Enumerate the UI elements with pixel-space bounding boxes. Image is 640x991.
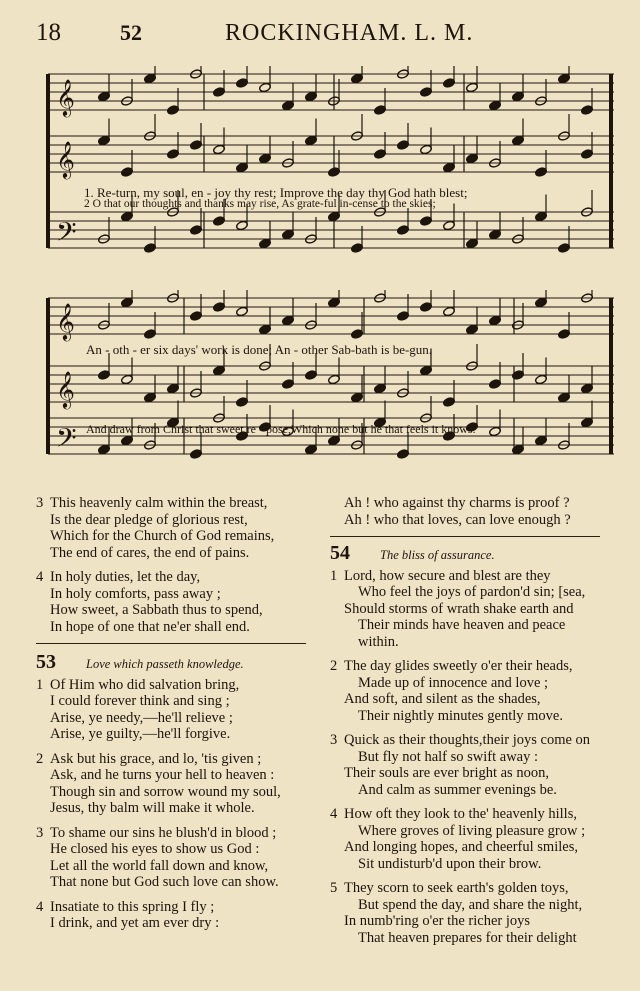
hymn-54-number: 54 bbox=[330, 542, 350, 564]
stanza-54-2: 2 The day glides sweetly o'er their heads, Made up of innocence and love ; And soft, and silent as the shades, Their nightly minutes gently move. bbox=[330, 658, 573, 724]
svg-text:𝄢: 𝄢 bbox=[56, 216, 77, 254]
stanza-53-1: 1 Of Him who did salvation bring, I could forever think and sing ; Arise, ye needy,—he'll relieve ; Arise, ye guilty,—he'll forgive. bbox=[36, 676, 240, 742]
lyric-line-3: An - oth - er six days' work is done; An - other Sab-bath is be-gun. bbox=[86, 342, 433, 357]
divider-right bbox=[330, 536, 600, 537]
stanza-53-4-continued: Ah ! who against thy charms is proof ? Ah ! who that loves, can love enough ? bbox=[344, 495, 571, 528]
stanza-53-2: 2 Ask but his grace, and lo, 'tis given ; Ask, and he turns your hell to heaven : Though sin and sorrow wound my soul, Jesus, thy balm will make it whole. bbox=[36, 750, 281, 816]
lyric-line-1: 1. Re-turn, my soul, en - joy thy rest; Improve the day thy God hath blest; bbox=[84, 185, 468, 200]
left-column bbox=[36, 495, 336, 940]
stanza-52-4: 4 In holy duties, let the day, In holy comforts, pass away ; How sweet, a Sabbath thus to spend, In hope of one that ne'er shall end. bbox=[36, 569, 263, 635]
page-number: 18 bbox=[36, 19, 61, 46]
right-column bbox=[330, 495, 620, 954]
hymn-53-subtitle: Love which passeth knowledge. bbox=[86, 657, 244, 671]
stanza-54-3: 3 Quick as their thoughts,their joys come on But fly not half so swift away : Their souls are ever bright as noon, And calm as summer evenings be. bbox=[330, 732, 591, 798]
stanza-54-1: 1 Lord, how secure and blest are they Who feel the joys of pardon'd sin; [sea, Should storms of wrath shake earth and Their minds have heaven and peace within. bbox=[330, 567, 586, 650]
tune-title: ROCKINGHAM. L. M. bbox=[225, 20, 474, 46]
music-system-2 bbox=[34, 290, 618, 468]
stanza-54-4: 4 How oft they look to the' heavenly hills, Where groves of living pleasure grow ; And longing hopes, and cheerful smiles, Sit undisturb'd upon their brow. bbox=[330, 806, 586, 872]
svg-text:𝄞: 𝄞 bbox=[56, 78, 75, 116]
tune-number: 52 bbox=[120, 20, 142, 45]
stanza-53-4: 4 Insatiate to this spring I fly ; I drink, and yet am ever dry : bbox=[36, 898, 220, 931]
divider bbox=[36, 643, 306, 644]
stanza-54-5: 5 They scorn to seek earth's golden toys, But spend the day, and share the night, In numb'ring o'er the richer joys That heaven prepares for their delight bbox=[330, 880, 583, 946]
stanza-52-3: 3 This heavenly calm within the breast, Is the dear pledge of glorious rest, Which for the Church of God remains, The end of cares, the end of pains. bbox=[36, 495, 275, 561]
svg-text:𝄢: 𝄢 bbox=[56, 422, 77, 460]
music-system-1 bbox=[34, 66, 618, 266]
stanza-53-3: 3 To shame our sins he blush'd in blood ; He closed his eyes to show us God : Let all the world fall down and know, That none but God such love can show. bbox=[36, 824, 279, 890]
lyric-line-4: And draw from Christ that sweet re - pose,Which none but he that feels it knows. bbox=[86, 422, 476, 436]
music-staves-1 bbox=[34, 66, 618, 266]
hymn-54-heading bbox=[330, 542, 620, 564]
svg-text:𝄞: 𝄞 bbox=[56, 302, 75, 340]
hymn-53-number: 53 bbox=[36, 651, 56, 673]
svg-text:𝄞: 𝄞 bbox=[56, 140, 75, 178]
hymn-54-subtitle: The bliss of assurance. bbox=[380, 548, 495, 562]
svg-text:𝄞: 𝄞 bbox=[56, 370, 75, 408]
lyric-line-2: 2 O that our thoughts and thanks may rise, As grate-ful in-cense to the skies; bbox=[84, 198, 436, 210]
music-staves-2 bbox=[34, 290, 618, 468]
hymn-53-heading bbox=[36, 651, 336, 673]
